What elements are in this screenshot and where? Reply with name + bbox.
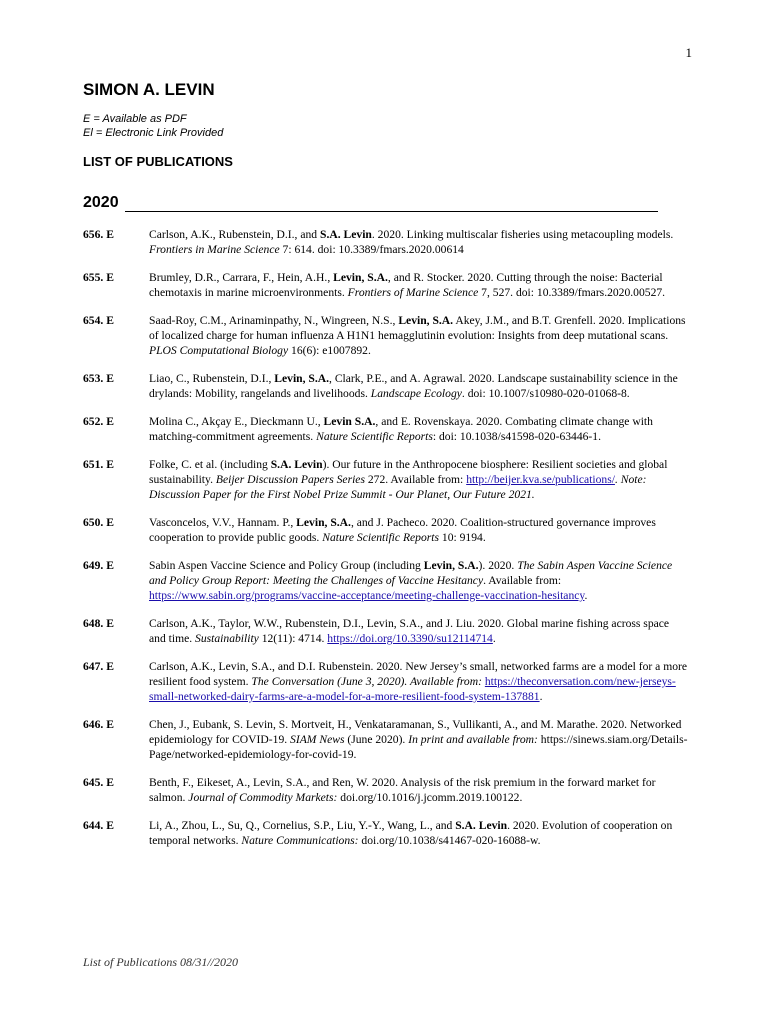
citation-author-bold: Levin S.A.: [323, 415, 376, 428]
citation-text: Carlson, A.K., Levin, S.A., and D.I. Rubenstein. 2020. New Jersey’s small, networked farms are a model for a more resilient food system.: [149, 660, 688, 688]
citation-journal: The Conversation (June 3, 2020): [251, 675, 405, 688]
publication-number: 654. E: [83, 314, 114, 327]
citation-text: Vasconcelos, V.V., Hannam. P.,: [149, 516, 297, 529]
author-name: SIMON A. LEVIN: [83, 80, 215, 99]
publication-number: 649. E: [83, 559, 114, 572]
citation-text: doi.org/10.1038/s41467-020-16088-w.: [358, 834, 541, 847]
publication-number: 645. E: [83, 776, 114, 789]
citation-text: ). Our future in the Anthropocene biosphere: Resilient societies and global sustainability.: [149, 458, 668, 486]
publication-entry: [83, 515, 688, 545]
page-footer: List of Publications 08/31//2020: [83, 955, 239, 969]
citation-journal: Frontiers of Marine Science: [347, 286, 479, 299]
citation-text: Molina C., Akçay E., Dieckmann U.,: [149, 415, 324, 428]
citation-note: In print and available from:: [408, 733, 538, 746]
publication-citation: [149, 558, 688, 603]
citation-text: Liao, C., Rubenstein, D.I.,: [149, 372, 275, 385]
year-rule: [125, 197, 658, 212]
citation-author-bold: Levin, S.A.: [398, 314, 454, 327]
citation-link[interactable]: https://doi.org/10.3390/su12114714: [327, 632, 493, 645]
citation-text: Saad-Roy, C.M., Arinaminpathy, N., Wingreen, N.S.,: [149, 314, 399, 327]
citation-journal: Frontiers in Marine Science: [149, 243, 280, 256]
publication-number: 648. E: [83, 617, 114, 630]
legend: [83, 112, 223, 140]
citation-text: Carlson, A.K., Taylor, W.W., Rubenstein, D.I., Levin, S.A., and J. Liu. 2020. Global marine fishing across space and time.: [149, 617, 670, 645]
citation-note: . Note: Discussion Paper for the First Nobel Prize Summit - Our Planet, Our Future 2021.: [149, 473, 647, 501]
citation-text: , and E. Rovenskaya. 2020. Combating climate change with matching-commitment agreements.: [149, 415, 653, 443]
citation-journal: Landscape Ecology: [370, 387, 462, 400]
year-heading: [83, 194, 658, 212]
citation-text: .: [492, 632, 496, 645]
citation-journal: Beijer Discussion Papers Series: [215, 473, 365, 486]
citation-text: Chen, J., Eubank, S. Levin, S. Mortveit, H., Venkataramanan, S., Vullikanti, A., and M. Marathe. 2020. Networked epidemiology for COVID-19.: [149, 718, 682, 746]
citation-author-bold: Levin, S.A.: [333, 271, 388, 284]
publication-citation: [149, 818, 688, 848]
citation-text: .: [539, 690, 543, 703]
citation-author-bold: S.A. Levin: [455, 819, 508, 832]
citation-text: doi.org/10.1016/j.jcomm.2019.100122.: [337, 791, 523, 804]
publication-entry: [83, 227, 688, 257]
publication-number: 653. E: [83, 372, 114, 385]
citation-text: Carlson, A.K., Rubenstein, D.I., and: [149, 228, 320, 241]
citation-text: 16(6): e1007892.: [288, 344, 371, 357]
legend-pdf: E = Available as PDF: [83, 113, 187, 125]
publication-entry: [83, 616, 688, 646]
citation-text: , and R. Stocker. 2020. Cutting through the noise: Bacterial chemotaxis in marine microenvironments.: [149, 271, 663, 299]
publication-number: 644. E: [83, 819, 114, 832]
citation-link[interactable]: https://theconversation.com/new-jerseys-small-networked-dairy-farms-are-a-model-for-a-more-resilient-food-system-137881: [149, 675, 676, 703]
citation-text: . Available from:: [483, 574, 562, 587]
publication-list: [83, 227, 688, 861]
publication-citation: [149, 371, 688, 401]
citation-text: ). 2020.: [478, 559, 518, 572]
publication-entry: [83, 371, 688, 401]
citation-text: Li, A., Zhou, L., Su, Q., Cornelius, S.P., Liu, Y.-Y., Wang, L., and: [149, 819, 456, 832]
page-number: 1: [685, 45, 692, 60]
publication-citation: [149, 270, 688, 300]
publication-citation: [149, 616, 688, 646]
citation-text: Akey, J.M., and B.T. Grenfell. 2020. Implications of localized charge for human influenza A H1N1 hemagglutinin evolution: Insights from deep mutational scans.: [149, 314, 686, 342]
publication-citation: [149, 457, 688, 502]
publication-citation: [149, 227, 688, 257]
citation-journal: Sustainability: [195, 632, 259, 645]
publication-citation: [149, 775, 688, 805]
publication-number: 651. E: [83, 458, 114, 471]
citation-journal: The Sabin Aspen Vaccine Science and Policy Group Report: Meeting the Challenges of Vaccine Hesitancy: [149, 559, 673, 587]
publication-entry: [83, 313, 688, 358]
citation-text: , Clark, P.E., and A. Agrawal. 2020. Landscape sustainability science in the drylands: Mobility, rangelands and livelihoods.: [149, 372, 678, 400]
citation-note: . Available from:: [404, 675, 485, 688]
citation-text: . 2020. Evolution of cooperation on temporal networks.: [149, 819, 673, 847]
citation-text: .: [584, 589, 588, 602]
publication-citation: [149, 414, 688, 444]
citation-text: https://sinews.siam.org/Details-Page/networked-epidemiology-for-covid-19.: [149, 733, 688, 761]
citation-text: Brumley, D.R., Carrara, F., Hein, A.H.,: [149, 271, 334, 284]
citation-text: Folke, C. et al. (including: [149, 458, 271, 471]
citation-author-bold: S.A. Levin: [320, 228, 372, 241]
citation-text: 7, 527. doi: 10.3389/fmars.2020.00527.: [478, 286, 666, 299]
publication-number: 646. E: [83, 718, 114, 731]
publication-number: 655. E: [83, 271, 114, 284]
citation-journal: Nature Scientific Reports: [322, 531, 440, 544]
publication-entry: [83, 717, 688, 762]
legend-electronic-link: El = Electronic Link Provided: [83, 127, 224, 139]
publication-citation: [149, 313, 688, 358]
citation-author-bold: Levin, S.A.: [296, 516, 351, 529]
citation-author-bold: Levin, S.A.: [423, 559, 479, 572]
publication-citation: [149, 659, 688, 704]
citation-text: 272. Available from:: [364, 473, 467, 486]
publication-entry: [83, 270, 688, 300]
citation-author-bold: Levin, S.A.: [274, 372, 330, 385]
publication-entry: [83, 775, 688, 805]
citation-text: . 2020. Linking multiscalar fisheries using metacoupling models.: [371, 228, 674, 241]
citation-author-bold: S.A. Levin: [270, 458, 323, 471]
citation-text: , and J. Pacheco. 2020. Coalition-structured governance improves cooperation to provide public goods.: [149, 516, 656, 544]
publication-entry: [83, 457, 688, 502]
publication-entry: [83, 659, 688, 704]
citation-text: Sabin Aspen Vaccine Science and Policy Group (including: [149, 559, 424, 572]
publication-entry: [83, 414, 688, 444]
citation-text: 10: 9194.: [439, 531, 486, 544]
citation-journal: SIAM News: [290, 733, 345, 746]
citation-journal: Journal of Commodity Markets:: [188, 791, 338, 804]
publication-number: 650. E: [83, 516, 114, 529]
citation-text: . doi: 10.1007/s10980-020-01068-8.: [461, 387, 630, 400]
publication-entry: [83, 818, 688, 848]
publication-entry: [83, 558, 688, 603]
publication-number: 647. E: [83, 660, 114, 673]
citation-link[interactable]: https://www.sabin.org/programs/vaccine-acceptance/meeting-challenge-vaccination-hesitancy: [149, 589, 585, 602]
citation-journal: Nature Communications:: [241, 834, 359, 847]
citation-journal: Nature Scientific Reports: [316, 430, 433, 443]
publication-citation: [149, 717, 688, 762]
citation-text: Benth, F., Eikeset, A., Levin, S.A., and Ren, W. 2020. Analysis of the risk premium in the forward market for salmon.: [149, 776, 656, 804]
citation-text: : doi: 10.1038/s41598-020-63446-1.: [432, 430, 601, 443]
publication-number: 656. E: [83, 228, 114, 241]
citation-link[interactable]: http://beijer.kva.se/publications/: [466, 473, 615, 486]
list-title: LIST OF PUBLICATIONS: [83, 154, 233, 169]
citation-text: (June 2020).: [344, 733, 409, 746]
publication-citation: [149, 515, 688, 545]
citation-text: 7: 614. doi: 10.3389/fmars.2020.00614: [279, 243, 464, 256]
citation-text: 12(11): 4714.: [258, 632, 328, 645]
citation-journal: PLOS Computational Biology: [149, 344, 289, 357]
year-label: 2020: [83, 194, 119, 211]
publication-number: 652. E: [83, 415, 114, 428]
